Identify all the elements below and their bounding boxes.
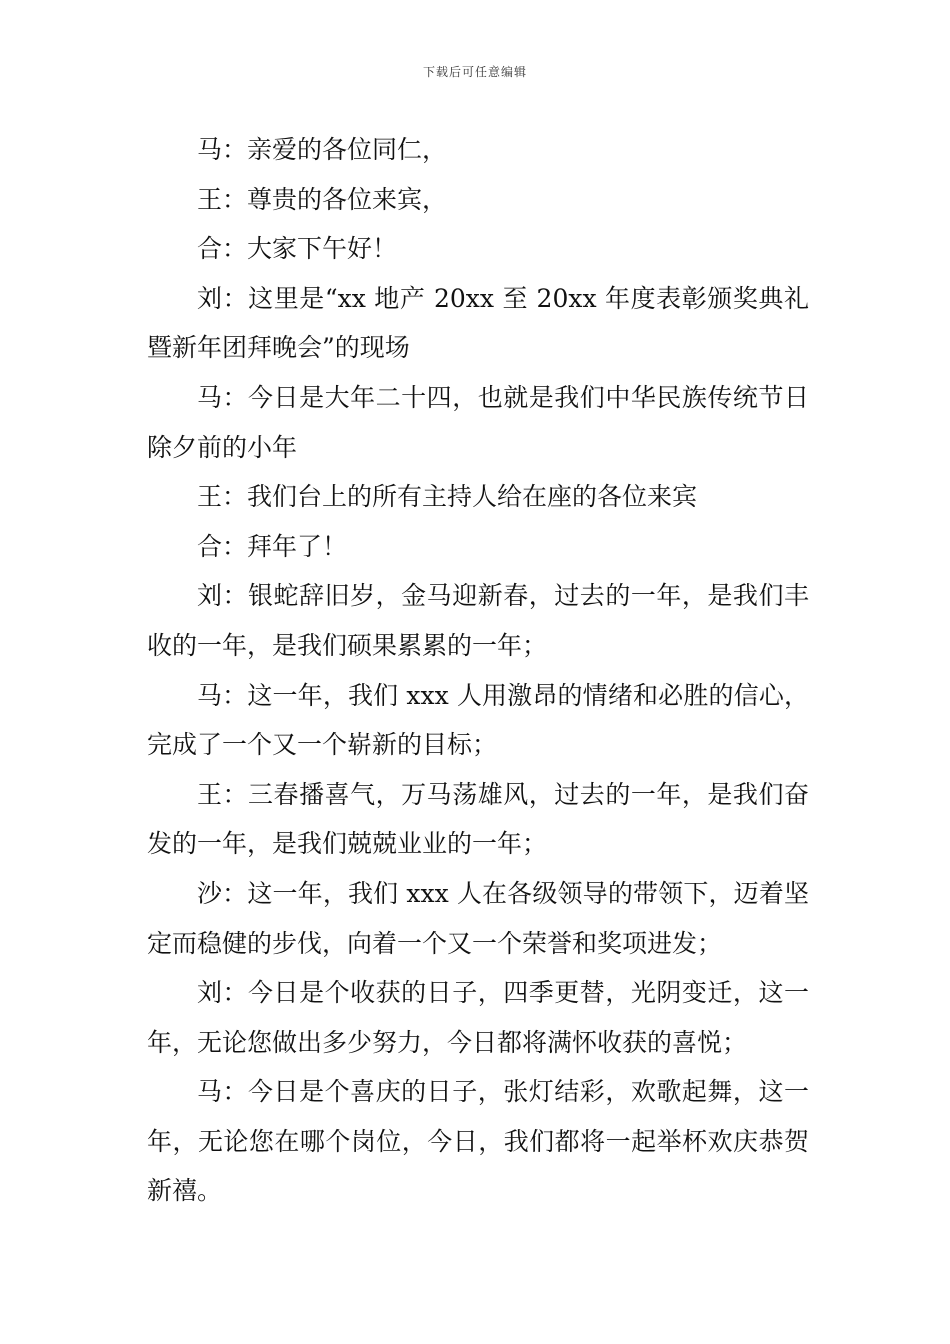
paragraph-8 [147,571,809,670]
paragraph-2 [147,175,809,225]
paragraph-line: 恭贺新禧。 [147,1126,809,1206]
paragraph-11 [147,869,809,968]
paragraph-line: 王：我们台上的所有主持人给在座的各位来宾 [197,482,698,512]
paragraph-line: 王：三春播喜气，万马荡雄风，过去的一年，是我们 [197,779,784,809]
paragraph-line: 奋发的一年，是我们兢兢业业的一年； [147,779,809,859]
paragraph-line: 一年，无论您做出多少努力，今日都将满怀收获的喜悦； [147,978,809,1057]
paragraph-line: 暨新年团拜晚会”的现场 [147,333,410,363]
paragraph-4 [147,274,809,373]
paragraph-line: 刘：银蛇辞旧岁，金马迎新春，过去的一年，是我们 [197,581,784,611]
paragraph-line: 合：大家下午好！ [197,234,398,264]
paragraph-line: 一年，无论您在哪个岗位，今日，我们都将一起举杯欢庆 [147,1077,809,1156]
paragraph-12 [147,968,809,1067]
header-note: 下载后可任意编辑 [422,65,527,79]
paragraph-line: 马：今日是个喜庆的日子，张灯结彩，欢歌起舞，这 [197,1077,784,1107]
paragraph-line: 合：拜年了！ [197,531,348,561]
paragraph-9 [147,671,809,770]
paragraph-line: 刘：这里是“xx 地产 20xx 至 20xx 年度表彰颁奖典礼 [197,283,809,313]
paragraph-line: 完成了一个又一个崭新的目标； [147,730,498,760]
paragraph-1 [147,125,809,175]
document-body [147,125,809,1216]
paragraph-line: 定而稳健的步伐，向着一个又一个荣誉和奖项进发； [147,928,723,958]
paragraph-line: 刘：今日是个收获的日子，四季更替，光阴变迁，这 [197,978,784,1008]
paragraph-13 [147,1067,809,1216]
paragraph-line: 马：这一年，我们 xxx 人用激昂的情绪和必胜的信心， [197,680,809,710]
paragraph-line: 王：尊贵的各位来宾， [197,184,448,214]
paragraph-10 [147,770,809,869]
paragraph-line: 马：亲爱的各位同仁， [197,135,448,164]
paragraph-6 [147,472,809,522]
paragraph-5 [147,373,809,472]
paragraph-line: 丰收的一年，是我们硕果累累的一年； [147,581,809,660]
paragraph-7 [147,522,809,572]
paragraph-line: 日除夕前的小年 [147,382,809,462]
paragraph-line: 马：今日是大年二十四，也就是我们中华民族传统节 [197,382,784,412]
paragraph-line: 沙：这一年，我们 xxx 人在各级领导的带领下，迈着坚 [197,878,809,908]
paragraph-3 [147,224,809,274]
